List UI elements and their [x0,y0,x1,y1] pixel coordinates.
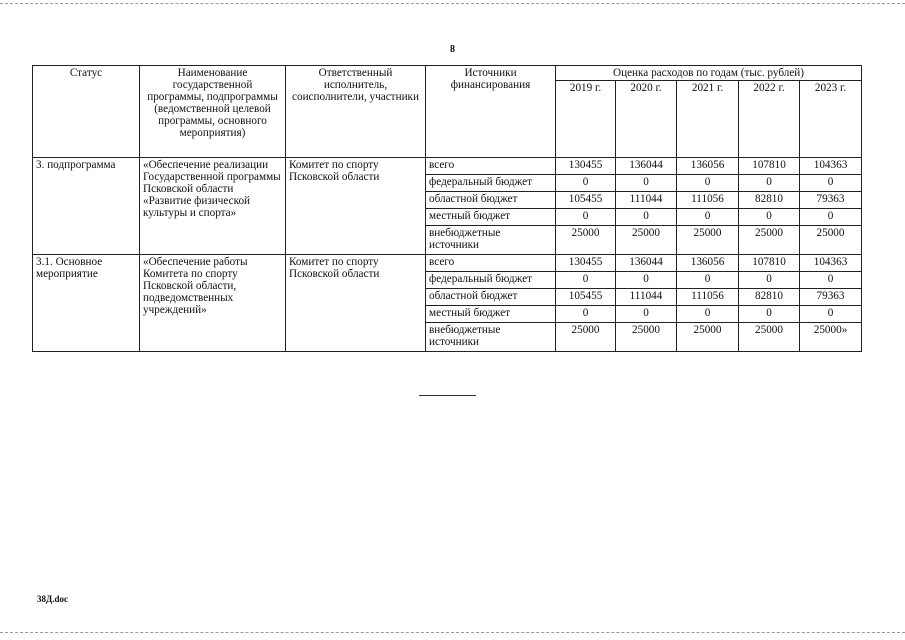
value-cell: 79363 [800,289,862,306]
budget-table [32,65,862,352]
header-sources: Источники финансирования [426,66,556,158]
value-cell: 25000 [739,323,800,352]
value-cell: 130455 [556,255,616,272]
value-cell: 25000 [616,323,677,352]
value-cell: 0 [800,272,862,289]
block-executor: Комитет по спорту Псковской области [286,158,426,255]
value-cell: 0 [616,209,677,226]
value-cell: 0 [800,209,862,226]
value-cell: 0 [800,175,862,192]
header-year: 2023 г. [800,81,862,158]
header-year: 2019 г. [556,81,616,158]
header-estimate: Оценка расходов по годам (тыс. рублей) [556,66,862,81]
section-divider [419,395,476,396]
value-cell: 0 [616,175,677,192]
value-cell: 0 [556,306,616,323]
value-cell: 25000 [739,226,800,255]
block-executor: Комитет по спорту Псковской области [286,255,426,352]
source-label: областной бюджет [426,289,556,306]
block-name: «Обеспечение работы Комитета по спорту Псковской области, подведомственных учреждений» [140,255,286,352]
value-cell: 111056 [677,289,739,306]
value-cell: 0 [739,272,800,289]
header-name: Наименование государственной программы, подпрограммы (ведомственной целевой программы, основного мероприятия) [140,66,286,158]
value-cell: 25000 [556,226,616,255]
value-cell: 107810 [739,158,800,175]
value-cell: 0 [739,209,800,226]
source-label: внебюджетные источники [426,226,556,255]
value-cell: 0 [556,272,616,289]
scan-edge-top [0,3,905,4]
source-label: федеральный бюджет [426,272,556,289]
value-cell: 0 [556,175,616,192]
source-label: областной бюджет [426,192,556,209]
value-cell: 79363 [800,192,862,209]
value-cell: 107810 [739,255,800,272]
value-cell: 25000 [800,226,862,255]
value-cell: 0 [739,306,800,323]
value-cell: 136056 [677,255,739,272]
value-cell: 25000 [556,323,616,352]
value-cell: 130455 [556,158,616,175]
document-filename: 38Д.doc [37,594,68,604]
source-label: местный бюджет [426,209,556,226]
value-cell: 111056 [677,192,739,209]
value-cell: 25000 [677,323,739,352]
value-cell: 111044 [616,289,677,306]
value-cell: 0 [677,209,739,226]
block-status: 3. подпрограмма [33,158,140,255]
value-cell: 0 [556,209,616,226]
value-cell: 0 [616,272,677,289]
value-cell: 0 [800,306,862,323]
value-cell: 136044 [616,158,677,175]
page-number: 8 [450,44,455,55]
value-cell: 0 [616,306,677,323]
value-cell: 136056 [677,158,739,175]
value-cell: 0 [677,272,739,289]
block-status: 3.1. Основное мероприятие [33,255,140,352]
block-name: «Обеспечение реализации Государственной программы Псковской области «Развитие физической культуры и спорта» [140,158,286,255]
source-label: местный бюджет [426,306,556,323]
value-cell: 105455 [556,192,616,209]
value-cell: 136044 [616,255,677,272]
source-label: всего [426,158,556,175]
source-label: всего [426,255,556,272]
value-cell: 25000 [677,226,739,255]
value-cell: 25000» [800,323,862,352]
scan-edge-bottom [0,632,905,633]
value-cell: 0 [677,175,739,192]
header-year: 2020 г. [616,81,677,158]
header-status: Статус [33,66,140,158]
source-label: федеральный бюджет [426,175,556,192]
source-label: внебюджетные источники [426,323,556,352]
value-cell: 104363 [800,255,862,272]
value-cell: 111044 [616,192,677,209]
value-cell: 25000 [616,226,677,255]
header-executor: Ответственный исполнитель, соисполнители, участники [286,66,426,158]
header-year: 2022 г. [739,81,800,158]
header-year: 2021 г. [677,81,739,158]
value-cell: 0 [739,175,800,192]
value-cell: 104363 [800,158,862,175]
value-cell: 82810 [739,289,800,306]
value-cell: 105455 [556,289,616,306]
value-cell: 0 [677,306,739,323]
value-cell: 82810 [739,192,800,209]
